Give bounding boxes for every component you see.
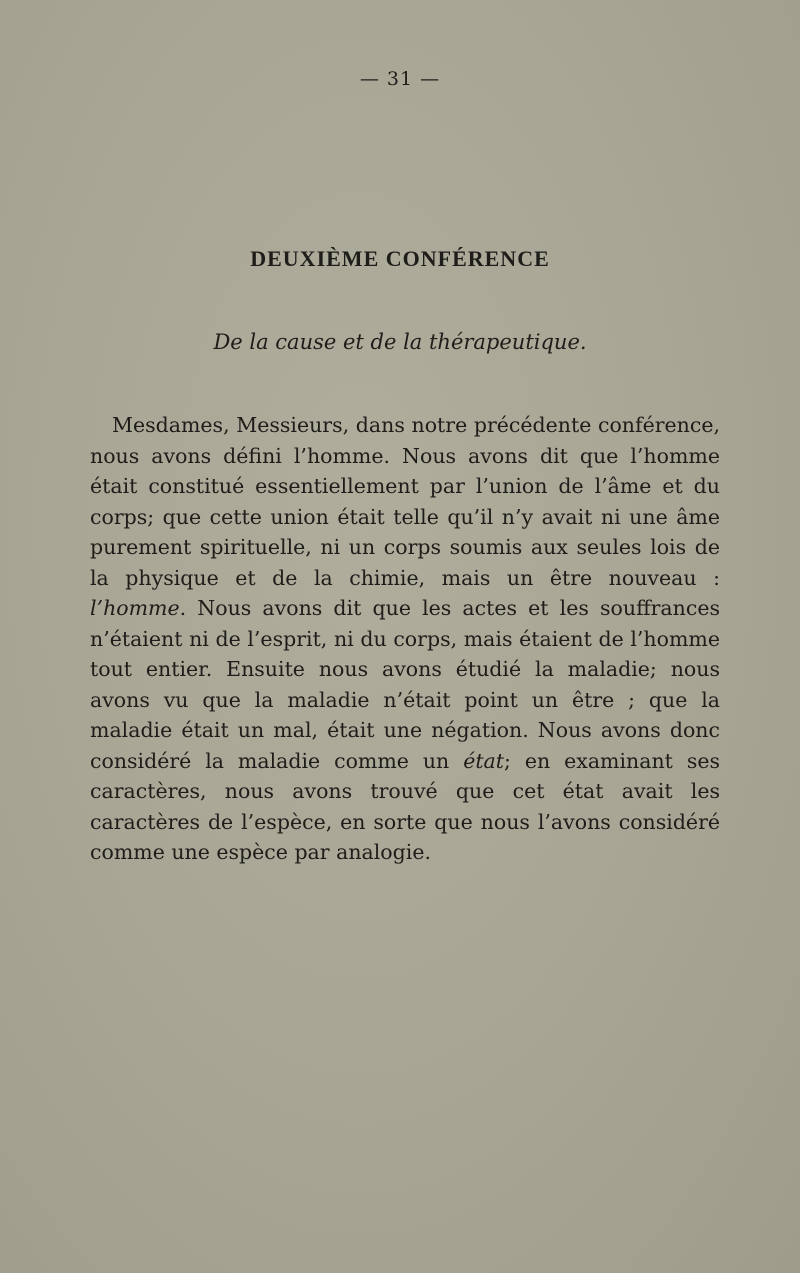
paragraph-emphasis-homme: l’homme xyxy=(90,596,180,620)
paragraph-emphasis-etat: état xyxy=(463,748,505,773)
paragraph-text-part-1: Mesdames, Messieurs, dans notre précédente conférence, nous avons défini l’homme. Nous avons dit que l’homme était constitué essentiellement par l’union de l’âme et du corps; que cette union était telle qu’il n’y avait ni une âme purement spirituelle, ni un corps soumis aux seules lois de la physique et de la chimie, mais un être nouveau : xyxy=(90,413,720,590)
chapter-subtitle: De la cause et de la thérapeutique. xyxy=(213,330,587,354)
paragraph-text-part-3: ; en examinant ses caractères, nous avons trouvé que cet état avait les caractères de l’espèce, en sorte que nous l’avons considéré comme une espèce par analogie. xyxy=(90,748,720,864)
paragraph-text-part-2: . Nous avons dit que les actes et les souffrances n’étaient ni de l’esprit, ni du corps, mais étaient de l’homme tout entier. Ensuite nous avons étudié la maladie; nous avons vu que la maladie n’était point un être ; que la maladie était un mal, était une négation. Nous avons donc considéré la maladie comme un xyxy=(90,596,720,773)
body-paragraph xyxy=(90,410,720,868)
chapter-title: DEUXIÈME CONFÉRENCE xyxy=(250,246,550,271)
page-number: — 31 — xyxy=(359,68,441,90)
